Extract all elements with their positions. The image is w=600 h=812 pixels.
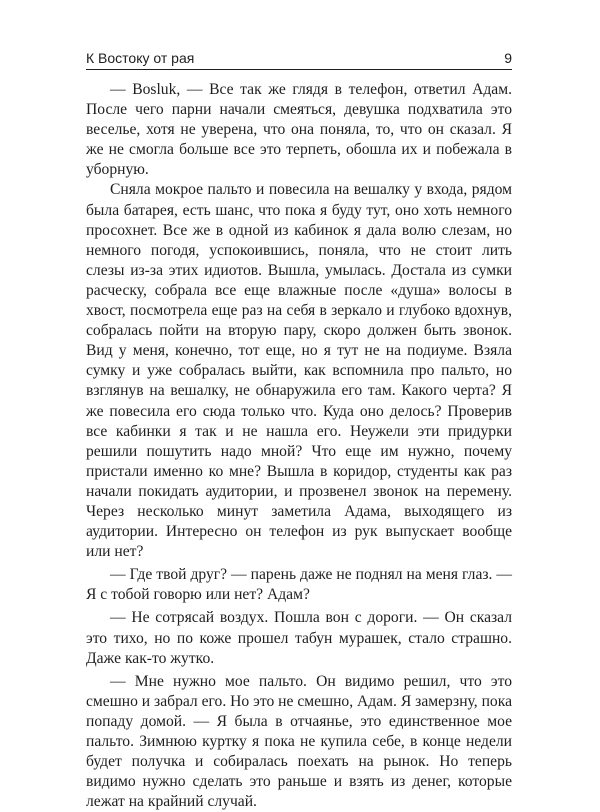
paragraph: — Мне нужно мое пальто. Он видимо решил, что это смешно и забрал его. Но это не смешно, Адам. Я замерзну, пока попаду домой. — Я была в отчаянье, это единственное мое пальто. Зимнюю куртку я пока не купила себе, в конце недели будет получка и собиралась поехать на рынок. Но теперь видимо нужно сделать это раньше и взять из денег, которые лежат на крайний случай.	[86, 672, 512, 811]
running-header	[86, 44, 512, 70]
paragraph: — Bosluk, — Все так же глядя в телефон, ответил Адам. После чего парни начали смеяться, девушка подхватила это веселье, хотя не уверена, что она поняла, то, что он сказал. Я же не смогла больше все это терпеть, обошла их и побежала в уборную.	[86, 81, 512, 179]
book-title: К Востоку от рая	[86, 50, 195, 66]
paragraph: — Где твой друг? — парень даже не поднял на меня глаз. — Я с тобой говорю или нет? Адам?	[86, 566, 512, 604]
paragraph: Сняла мокрое пальто и повесила на вешалку у входа, рядом была батарея, есть шанс, что пока я буду тут, оно хоть немного просохнет. Все же в одной из кабинок я дала волю слезам, но немного погодя, успокоившись, поняла, что не стоит лить слезы из-за этих идиотов. Вышла, умылась. Достала из сумки расческу, собрала все еще влажные после «душа» волосы в хвост, посмотрела еще раз на себя в зеркало и глубоко вдохнув, собралась пойти на вторую пару, скоро должен быть звонок. Вид у меня, конечно, тот еще, но я тут не на подиуме. Взяла сумку и уже собралась выйти, как вспомнила про пальто, но взглянув на вешалку, не обнаружила его там. Какого черта? Я же повесила его сюда только что. Куда оно делось? Проверив все кабинки я так и не нашла его. Неужели эти придурки решили пошутить надо мной? Что еще им нужно, почему пристали именно ко мне? Вышла в коридор, студенты как раз начали покидать аудитории, и прозвенел звонок на перемену. Через несколько минут заметила Адама, выходящего из аудитории. Интересно он телефон из рук выпускает вообще или нет?	[86, 181, 512, 561]
page-body	[86, 80, 512, 812]
page-number: 9	[504, 50, 512, 66]
paragraph: — Не сотрясай воздух. Пошла вон с дороги. — Он сказал это тихо, но по коже прошел табун мурашек, стало страшно. Даже как-то жутко.	[86, 609, 512, 667]
